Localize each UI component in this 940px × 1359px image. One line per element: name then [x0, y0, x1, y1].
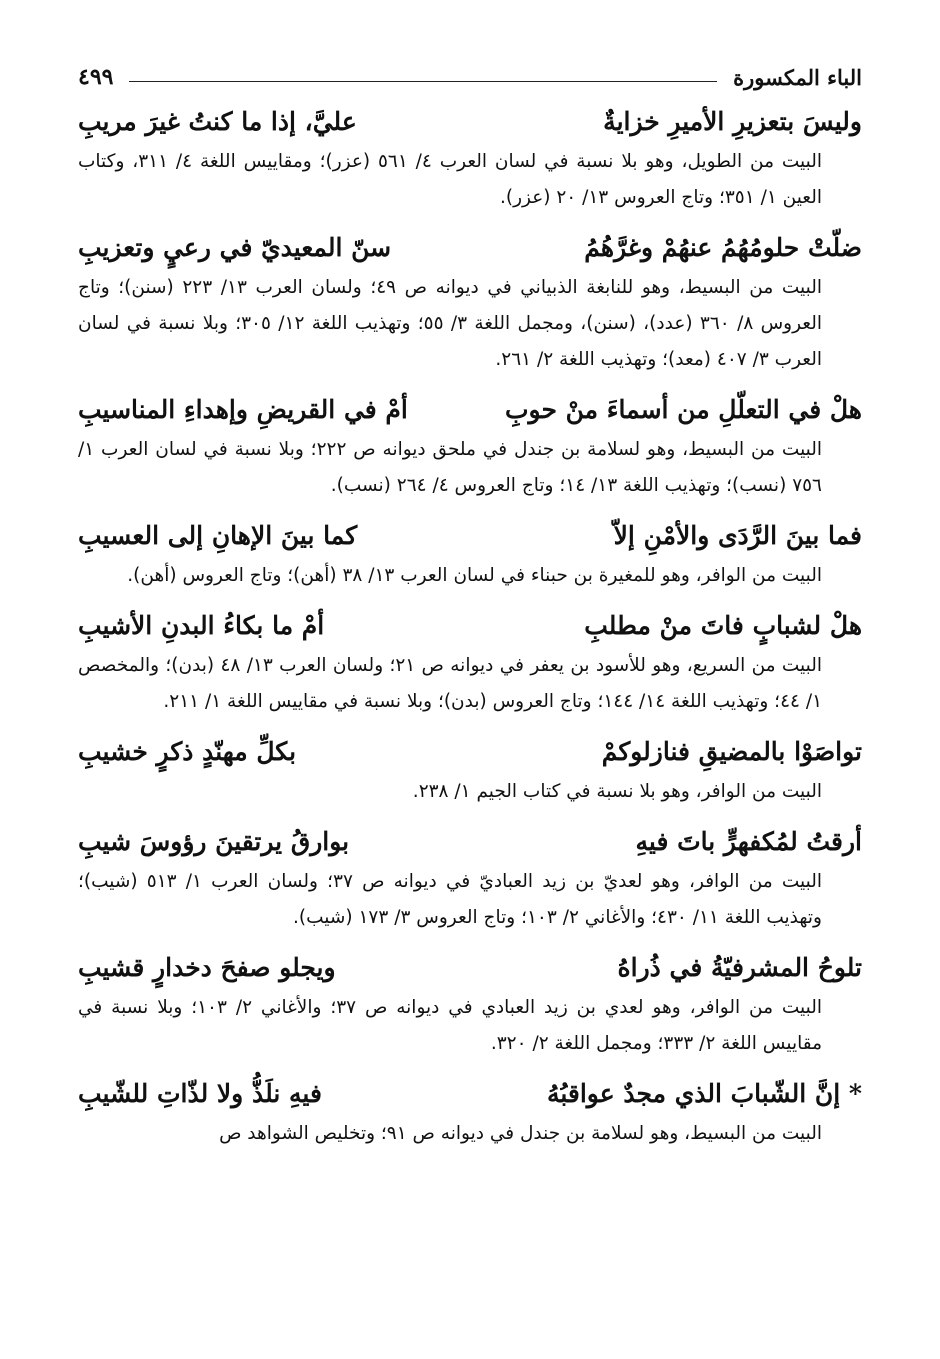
verse-line: [78, 730, 862, 774]
first-hemistich: * إنَّ الشّبابَ الذي مجدٌ عواقبُهُ: [546, 1079, 862, 1108]
first-hemistich: أرقتُ لمُكفهرٍّ باتَ فيهِ: [635, 827, 862, 856]
verse-entry: [78, 730, 862, 810]
verse-entry: [78, 820, 862, 936]
header-rule: [129, 81, 717, 82]
verse-commentary: البيت من الوافر، وهو للمغيرة بن حبناء في لسان العرب ١٣/ ٣٨ (أهن)؛ وتاج العروس (أهن).: [127, 565, 822, 586]
second-hemistich: بوارقُ يرتقينَ رؤوسَ شيبِ: [78, 827, 350, 856]
verse-line: [78, 1072, 862, 1116]
second-hemistich: فيهِ نلَذُّ ولا لذّاتِ للشّيبِ: [78, 1079, 322, 1108]
first-hemistich: فما بينَ الرَّدَى والأمْنِ إلاّ: [613, 521, 862, 550]
verse-commentary: البيت من السريع، وهو للأسود بن يعفر في ديوانه ص ٢١؛ ولسان العرب ١٣/ ٤٨ (بدن)؛ والمخصص ١/ ٤٤؛ وتهذيب اللغة ١٤/ ١٤٤؛ وتاج العروس (بدن)؛ وبلا نسبة في مقاييس اللغة ١/ ٢١١.: [78, 655, 822, 712]
verse-commentary: البيت من البسيط، وهو لسلامة بن جندل في ديوانه ص ٩١؛ وتخليص الشواهد ص: [219, 1123, 822, 1144]
first-hemistich: ضلّتْ حلومُهُمُ عنهُمْ وغرَّهُمُ: [584, 233, 862, 262]
page-header: [78, 52, 862, 90]
verse-line: [78, 604, 862, 648]
verse-entry: [78, 226, 862, 378]
verse-commentary: البيت من البسيط، وهو لسلامة بن جندل في ملحق ديوانه ص ٢٢٢؛ وبلا نسبة في لسان العرب ١/ ٧٥٦ (نسب)؛ وتهذيب اللغة ١٣/ ١٤؛ وتاج العروس ٤/ ٢٦٤ (نسب).: [78, 439, 823, 496]
verse-entry: [78, 100, 862, 216]
verse-entry: [78, 388, 862, 504]
verse-entry: [78, 946, 862, 1062]
second-hemistich: بكلِّ مهنّدٍ ذكرٍ خشيبِ: [78, 737, 297, 766]
first-hemistich: هلْ في التعلّلِ من أسماءَ منْ حوبِ: [505, 395, 862, 424]
verse-commentary: البيت من الوافر، وهو لعدي بن زيد العبادي في ديوانه ص ٣٧؛ والأغاني ٢/ ١٠٣؛ وبلا نسبة في مقاييس اللغة ٢/ ٣٣٣؛ ومجمل اللغة ٢/ ٣٢٠.: [78, 997, 822, 1054]
verse-entry: [78, 604, 862, 720]
first-hemistich: تواصَوْا بالمضيقِ فنازلوكمْ: [601, 737, 862, 766]
first-hemistich: تلوحُ المشرفيّةُ في ذُراهُ: [617, 953, 862, 982]
second-hemistich: عليَّ، إذا ما كنتُ غيرَ مريبِ: [78, 107, 357, 136]
first-hemistich: وليسَ بتعزيرِ الأميرِ خزايةٌ: [603, 107, 862, 136]
first-hemistich: هلْ لشبابٍ فاتَ منْ مطلبِ: [584, 611, 862, 640]
verse-line: [78, 946, 862, 990]
verse-commentary: البيت من الوافر، وهو لعديّ بن زيد العباديّ في ديوانه ص ٣٧؛ ولسان العرب ١/ ٥١٣ (شيب)؛ وتهذيب اللغة ١١/ ٤٣٠؛ والأغاني ٢/ ١٠٣؛ وتاج العروس ٣/ ١٧٣ (شيب).: [78, 871, 822, 928]
verse-line: [78, 514, 862, 558]
second-hemistich: كما بينَ الإهانِ إلى العسيبِ: [78, 521, 358, 550]
second-hemistich: ويجلو صفحَ دخدارٍ قشيبِ: [78, 953, 336, 982]
verse-line: [78, 100, 862, 144]
verse-line: [78, 388, 862, 432]
verse-commentary: البيت من الطويل، وهو بلا نسبة في لسان العرب ٤/ ٥٦١ (عزر)؛ ومقاييس اللغة ٤/ ٣١١، وكتاب العين ١/ ٣٥١؛ وتاج العروس ١٣/ ٢٠ (عزر).: [78, 151, 822, 208]
verse-entry: [78, 514, 862, 594]
verse-line: [78, 226, 862, 270]
verse-line: [78, 820, 862, 864]
verse-commentary: البيت من الوافر، وهو بلا نسبة في كتاب الجيم ١/ ٢٣٨.: [412, 781, 822, 802]
second-hemistich: أمْ في القريضِ وإهداءِ المناسيبِ: [78, 395, 408, 424]
running-title: الباء المكسورة: [733, 65, 862, 90]
verse-commentary: البيت من البسيط، وهو للنابغة الذبياني في ديوانه ص ٤٩؛ ولسان العرب ١٣/ ٢٢٣ (سنن)؛ وتاج العروس ٨/ ٣٦٠ (عدد)، (سنن)، ومجمل اللغة ٣/ ٥٥؛ وتهذيب اللغة ١٢/ ٣٠٥؛ وبلا نسبة في لسان العرب ٣/ ٤٠٧ (معد)؛ وتهذيب اللغة ٢/ ٢٦١.: [78, 277, 823, 370]
verse-entry: [78, 1072, 862, 1152]
page-number: ٤٩٩: [78, 64, 114, 90]
second-hemistich: أمْ ما بكاءُ البدنِ الأشيبِ: [78, 611, 325, 640]
second-hemistich: سنّ المعيديّ في رعيٍ وتعزيبِ: [78, 233, 392, 262]
